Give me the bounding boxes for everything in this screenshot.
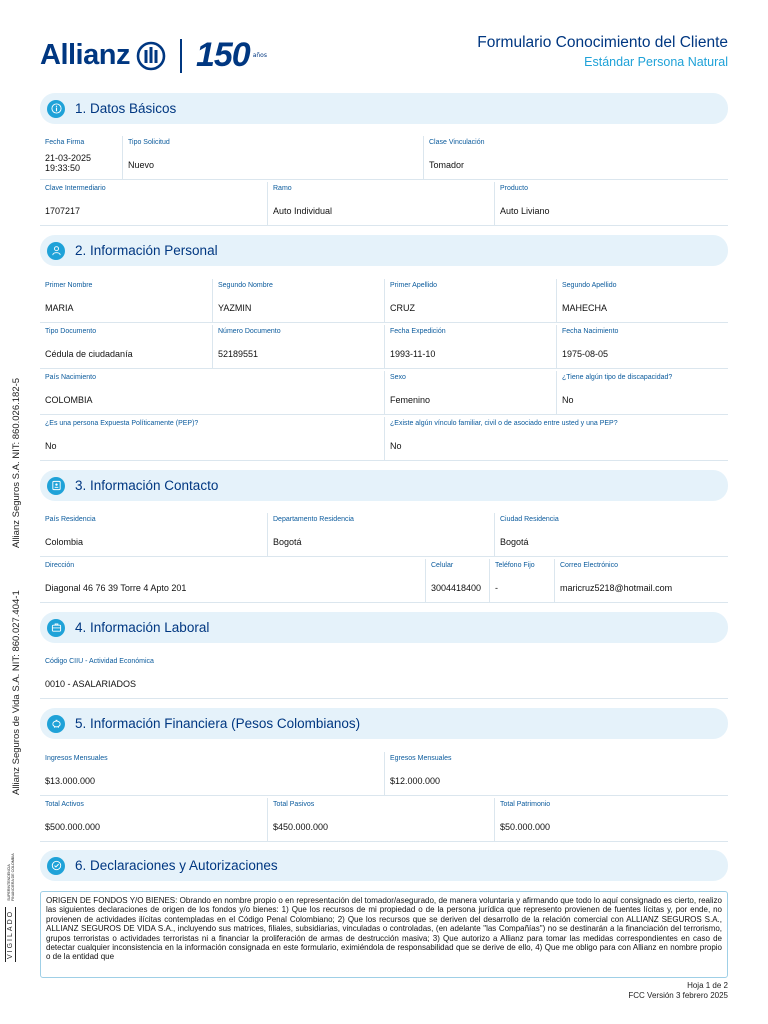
field-value: Bogotá — [500, 537, 529, 547]
form-row — [40, 513, 728, 557]
field-departamento-residencia — [267, 513, 494, 557]
side-nit-seguros: Allianz Seguros S.A. NIT: 860.026.182-5 — [11, 377, 22, 548]
field-numero-documento — [212, 325, 384, 369]
form-row — [40, 655, 728, 699]
section-title: 3. Información Contacto — [75, 478, 219, 493]
declaraciones-box — [40, 891, 728, 978]
field-value: Cédula de ciudadanía — [45, 349, 133, 359]
field-label: Fecha Firma — [45, 139, 85, 146]
vigilado-text: VIGILADO — [5, 907, 16, 962]
field-value: Auto Individual — [273, 206, 333, 216]
field-value: Bogotá — [273, 537, 302, 547]
allianz-eagle-icon — [136, 41, 166, 71]
field-label: Departamento Residencia — [273, 516, 354, 523]
field-producto — [494, 182, 728, 226]
anniversary-suffix: años — [252, 52, 267, 59]
field-value: Diagonal 46 76 39 Torre 4 Apto 201 — [45, 583, 187, 593]
field-label: Tipo Documento — [45, 328, 97, 335]
field-value: $450.000.000 — [273, 822, 329, 832]
field-value: 52189551 — [218, 349, 259, 359]
field-discapacidad — [556, 371, 728, 415]
field-pais-residencia — [40, 513, 267, 557]
field-tipo-solicitud — [122, 136, 423, 180]
section-informacion-contacto-header — [40, 470, 728, 501]
field-fecha-nacimiento — [556, 325, 728, 369]
field-label: Clave Intermediario — [45, 185, 106, 192]
side-nit-vida: Allianz Seguros de Vida S.A. NIT: 860.027.404-1 — [11, 590, 22, 795]
declaraciones-text: ORIGEN DE FONDOS Y/O BIENES: Obrando en nombre propio o en representación del tomador/asegurado, de manera voluntaria y afirmando que todo lo aquí consignado es cierto, realizo las siguientes declaraciones de origen de los fondos y/o bienes: 1) Que los recursos de mi propiedad o de la persona jurídica que represento provienen de fuentes lícitas y, por ende, no provienen de actividades ilícitas contempladas en el Código Penal Colombiano; 2) Que los recursos que se deriven del desarrollo de la relación comercial con ALLIANZ SEGUROS S.A., ALLIANZ SEGUROS DE VIDA S.A., incluyendo sus matrices, filiales, subsidiarias, vinculadas o controladas, (en adelante "las Compañías") no se destinarán a la financiación del terrorismo, grupos terroristas o actividades terroristas ni a financiar la proliferación de armas de destrucción masiva; 3) Que autorizo a Allianz para tomar las medidas correspondientes en caso de detectar cualquier inconsistencia en la información consignada en este formulario, eximiéndola de responsabilidad que se derive de ello, 4) Que me obligo para con Allianz en nombre propio o de la entidad que — [46, 896, 722, 962]
field-segundo-apellido — [556, 279, 728, 323]
form-subtitle: Estándar Persona Natural — [584, 55, 728, 69]
info-icon — [47, 100, 65, 118]
field-value: No — [562, 395, 574, 405]
field-value: Femenino — [390, 395, 431, 405]
field-correo-electronico — [554, 559, 728, 603]
person-icon — [47, 242, 65, 260]
field-label: Segundo Apellido — [562, 282, 617, 289]
field-ingresos-mensuales — [40, 752, 384, 796]
vigilado-stamp — [5, 851, 16, 962]
field-value: $12.000.000 — [390, 776, 441, 786]
field-label: Teléfono Fijo — [495, 562, 535, 569]
field-total-patrimonio — [494, 798, 728, 842]
briefcase-icon — [47, 619, 65, 637]
field-label: Fecha Nacimiento — [562, 328, 619, 335]
field-value: Auto Liviano — [500, 206, 550, 216]
section-declaraciones-header — [40, 850, 728, 881]
section-datos-basicos-header — [40, 93, 728, 124]
form-row — [40, 325, 728, 369]
field-label: Dirección — [45, 562, 75, 569]
field-label: Celular — [431, 562, 454, 569]
superintendencia-text: SUPERINTENDENCIA FINANCIERA DE COLOMBIA — [6, 853, 15, 901]
field-value: 0010 - ASALARIADOS — [45, 679, 137, 689]
form-row — [40, 559, 728, 603]
field-value: CRUZ — [390, 303, 415, 313]
form-row — [40, 371, 728, 415]
field-pep — [40, 417, 384, 461]
field-pais-nacimiento — [40, 371, 384, 415]
field-label: ¿Existe algún vínculo familiar, civil o de asociado entre usted y una PEP? — [390, 420, 618, 427]
field-value: maricruz5218@hotmail.com — [560, 583, 673, 593]
field-label: Segundo Nombre — [218, 282, 273, 289]
field-value: YAZMIN — [218, 303, 252, 313]
field-segundo-nombre — [212, 279, 384, 323]
form-title-block — [477, 34, 728, 69]
field-label: ¿Es una persona Expuesta Políticamente (PEP)? — [45, 420, 199, 427]
field-value: MAHECHA — [562, 303, 608, 313]
field-label: Total Activos — [45, 801, 84, 808]
field-label: ¿Tiene algún tipo de discapacidad? — [562, 374, 673, 381]
field-label: Tipo Solicitud — [128, 139, 170, 146]
field-label: Sexo — [390, 374, 406, 381]
field-label: Primer Apellido — [390, 282, 438, 289]
field-total-activos — [40, 798, 267, 842]
field-value: $50.000.000 — [500, 822, 551, 832]
field-label: País Residencia — [45, 516, 96, 523]
field-label: Ciudad Residencia — [500, 516, 559, 523]
allianz-logo — [40, 36, 267, 75]
field-value: Colombia — [45, 537, 84, 547]
anniversary-logo: 150 — [195, 36, 250, 74]
page-number: Hoja 1 de 2 — [687, 981, 728, 990]
field-vinculo-pep — [384, 417, 728, 461]
field-tipo-documento — [40, 325, 212, 369]
field-value: 21-03-2025 19:33:50 — [45, 153, 92, 173]
field-fecha-firma — [40, 136, 122, 180]
form-row — [40, 798, 728, 842]
field-value: Tomador — [429, 160, 465, 170]
field-label: Código CIIU - Actividad Económica — [45, 658, 154, 665]
field-value: 1707217 — [45, 206, 81, 216]
field-value: $500.000.000 — [45, 822, 101, 832]
field-value: 3004418400 — [431, 583, 482, 593]
field-value: 1975-08-05 — [562, 349, 609, 359]
section-title: 2. Información Personal — [75, 243, 218, 258]
form-row — [40, 182, 728, 226]
form-row — [40, 417, 728, 461]
field-total-pasivos — [267, 798, 494, 842]
field-direccion — [40, 559, 425, 603]
page-footer — [628, 981, 728, 1001]
field-clave-intermediario — [40, 182, 267, 226]
field-codigo-ciiu — [40, 655, 728, 699]
section-informacion-laboral-header — [40, 612, 728, 643]
brand-name: Allianz — [40, 39, 130, 71]
field-value: No — [390, 441, 402, 451]
form-row — [40, 136, 728, 180]
field-fecha-expedicion — [384, 325, 556, 369]
field-label: Total Patrimonio — [500, 801, 551, 808]
field-label: Número Documento — [218, 328, 281, 335]
field-value: Nuevo — [128, 160, 155, 170]
field-primer-nombre — [40, 279, 212, 323]
field-primer-apellido — [384, 279, 556, 323]
page-header — [40, 30, 728, 76]
contact-card-icon — [47, 477, 65, 495]
form-title: Formulario Conocimiento del Cliente — [477, 34, 728, 51]
field-value: 1993-11-10 — [390, 349, 436, 359]
field-value: - — [495, 583, 498, 593]
field-value: COLOMBIA — [45, 395, 93, 405]
field-celular — [425, 559, 489, 603]
section-informacion-personal-header — [40, 235, 728, 266]
field-ramo — [267, 182, 494, 226]
field-telefono-fijo — [489, 559, 554, 603]
form-row — [40, 752, 728, 796]
field-label: Fecha Expedición — [390, 328, 446, 335]
field-label: Ramo — [273, 185, 292, 192]
field-value: MARIA — [45, 303, 74, 313]
field-sexo — [384, 371, 556, 415]
section-title: 1. Datos Básicos — [75, 101, 177, 116]
field-label: Primer Nombre — [45, 282, 93, 289]
field-clase-vinculacion — [423, 136, 728, 180]
field-label: Ingresos Mensuales — [45, 755, 108, 762]
form-row — [40, 279, 728, 323]
field-label: Clase Vinculación — [429, 139, 485, 146]
field-label: Correo Electrónico — [560, 562, 618, 569]
field-label: Total Pasivos — [273, 801, 315, 808]
logo-divider — [180, 39, 182, 73]
field-label: Producto — [500, 185, 529, 192]
check-circle-icon — [47, 857, 65, 875]
field-value: $13.000.000 — [45, 776, 96, 786]
section-title: 4. Información Laboral — [75, 620, 210, 635]
section-informacion-financiera-header — [40, 708, 728, 739]
piggy-bank-icon — [47, 715, 65, 733]
field-label: País Nacimiento — [45, 374, 96, 381]
form-version: FCC Versión 3 febrero 2025 — [628, 991, 728, 1000]
field-ciudad-residencia — [494, 513, 728, 557]
section-title: 5. Información Financiera (Pesos Colombianos) — [75, 716, 361, 731]
section-title: 6. Declaraciones y Autorizaciones — [75, 858, 278, 873]
field-egresos-mensuales — [384, 752, 728, 796]
field-label: Egresos Mensuales — [390, 755, 452, 762]
field-value: No — [45, 441, 57, 451]
